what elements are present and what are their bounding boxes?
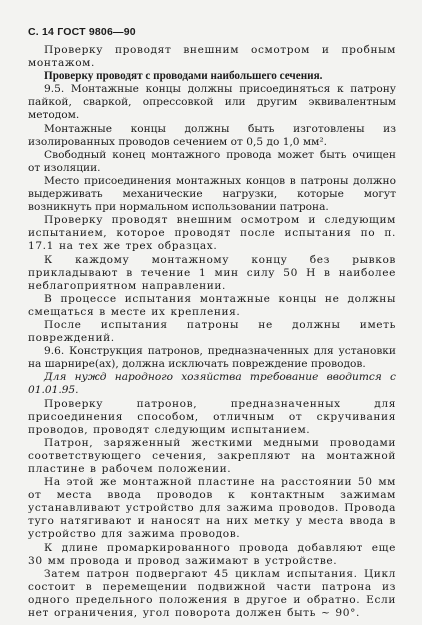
paragraph-14: Патрон, заряженный жесткими медными проводами соответствующего сечения, закрепляют на монтажной пластине в рабочем положении. [28,436,396,475]
paragraph-16: К длине промаркированного провода добавляют еще 30 мм провода и провод зажимают в устройстве. [28,541,396,567]
paragraph-15: На этой же монтажной пластине на расстоянии 50 мм от места ввода проводов к контактным зажимам устанавливают устройство для зажима проводов. Провода туго натягивают и наносят на них метку у места ввода в устройство для зажима проводов. [28,476,396,541]
paragraph-9: В процессе испытания монтажные концы не должны смещаться в месте их крепления. [28,292,396,318]
paragraph-10: После испытания патроны не должны иметь повреждений. [28,318,396,345]
paragraph-11: 9.6. Конструкция патронов, предназначенных для установки на шарнире(ах), должна исключать повреждение проводов. [28,345,396,371]
document-body [28,44,396,620]
paragraph-5: Свободный конец монтажного провода может быть очищен от изоляции. [28,148,396,174]
paragraph-8: К каждому монтажному концу без рывков прикладывают в течение 1 мин силу 50 Н в наиболее неблагоприятном направлении. [28,253,396,292]
paragraph-7: Проверку проводят внешним осмотром и следующим испытанием, которое проводят после испытания по п. 17.1 на тех же трех образцах. [28,214,396,253]
paragraph-6: Место присоединения монтажных концов в патроны должно выдерживать механические нагрузки, которые могут возникнуть при нормальном использовании патрона. [28,174,396,214]
paragraph-2: Проверку проводят с проводами наибольшего сечения. [44,70,323,83]
paragraph-4: Монтажные концы должны быть изготовлены из изолированных проводов сечением от 0,5 до 1,0 мм². [28,122,396,148]
paragraph-1: Проверку проводят внешним осмотром и пробным монтажом. [28,44,396,70]
paragraph-3: 9.5. Монтажные концы должны присоединяться к патрону пайкой, сваркой, опрессовкой или другим эквивалентным методом. [28,83,396,122]
paragraph-17: Затем патрон подвергают 45 циклам испытания. Цикл состоит в перемещении подвижной части патрона из одного предельного положения в другое и обратно. Если нет ограничения, угол поворота должен быть ~ 90°. [28,567,396,620]
paragraph-12: Для нужд народного хозяйства требование вводится с 01.01.95. [28,371,396,397]
page-header: С. 14 ГОСТ 9806—90 [28,26,136,38]
paragraph-13: Проверку патронов, предназначенных для присоединения способом, отличным от скручивания проводов, проводят следующим испытанием. [28,397,396,436]
